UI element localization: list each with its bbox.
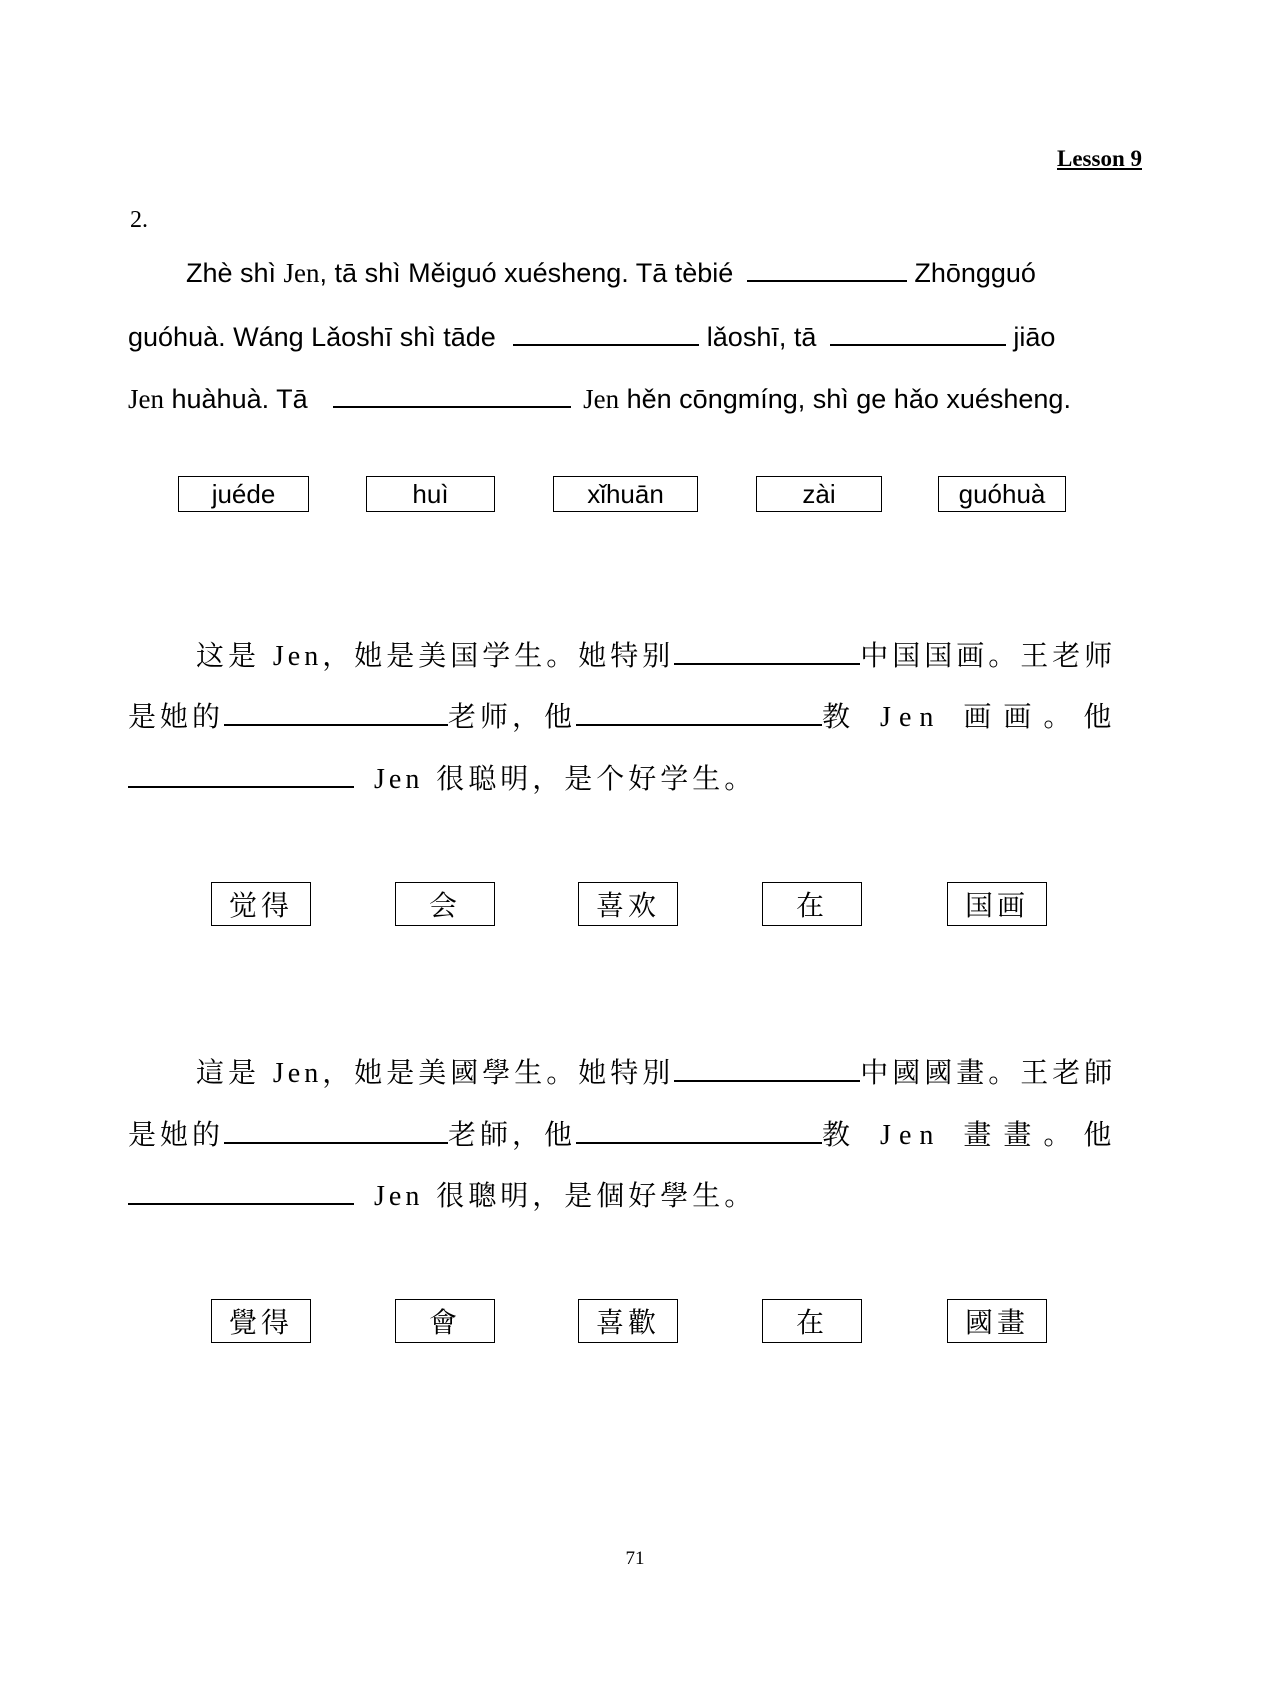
word-box[interactable]: xǐhuān [553,476,698,512]
word-box[interactable]: 在 [762,882,862,926]
blank-4[interactable] [128,764,354,788]
blank-4[interactable] [128,1181,354,1205]
traditional-line-1: 這是 Jen，她是美國學生。她特別 中國國畫。王老師 [196,1056,1117,1089]
page-number: 71 [625,1548,645,1569]
word-box[interactable]: juéde [178,476,309,512]
lesson-heading: Lesson 9 [1057,146,1142,171]
word-box[interactable]: zài [756,476,882,512]
blank-2[interactable] [224,1120,448,1144]
pinyin-line-1: Zhè shì Jen, tā shì Měiguó xuésheng. Tā tèbié Zhōngguó [186,258,1036,288]
word-box[interactable]: 觉得 [211,882,311,926]
word-box[interactable]: guóhuà [938,476,1066,512]
blank-3[interactable] [576,1120,822,1144]
blank-2[interactable] [224,702,448,726]
word-box[interactable]: 喜歡 [578,1299,678,1343]
pinyin-line-3: Jen huàhuà. Tā Jen hěn cōngmíng, shì ge hǎo xuésheng. [128,384,1071,414]
word-box[interactable]: 國畫 [947,1299,1047,1343]
simplified-line-3: Jen 很聪明，是个好学生。 [128,757,1270,797]
word-box[interactable]: huì [366,476,495,512]
word-box[interactable]: 会 [395,882,495,926]
simplified-line-1: 这是 Jen，她是美国学生。她特别 中国国画。王老师 [196,639,1117,672]
blank-1[interactable] [674,1058,860,1082]
word-box[interactable]: 在 [762,1299,862,1343]
word-box[interactable]: 會 [395,1299,495,1343]
question-number: 2. [130,207,148,233]
traditional-line-3: Jen 很聰明，是個好學生。 [128,1174,1270,1214]
blank-4[interactable] [333,384,571,408]
simplified-line-2: 是她的 老师，他 教 Jen 画画。他 [128,700,1124,733]
word-box[interactable]: 国画 [947,882,1047,926]
blank-2[interactable] [513,322,699,346]
pinyin-line-2: guóhuà. Wáng Lǎoshī shì tāde lǎoshī, tā jiāo [128,322,1056,352]
blank-1[interactable] [674,641,860,665]
word-box[interactable]: 喜欢 [578,882,678,926]
blank-1[interactable] [747,258,907,282]
blank-3[interactable] [576,702,822,726]
blank-3[interactable] [830,322,1006,346]
traditional-line-2: 是她的 老師，他 教 Jen 畫畫。他 [128,1118,1124,1151]
word-box[interactable]: 覺得 [211,1299,311,1343]
